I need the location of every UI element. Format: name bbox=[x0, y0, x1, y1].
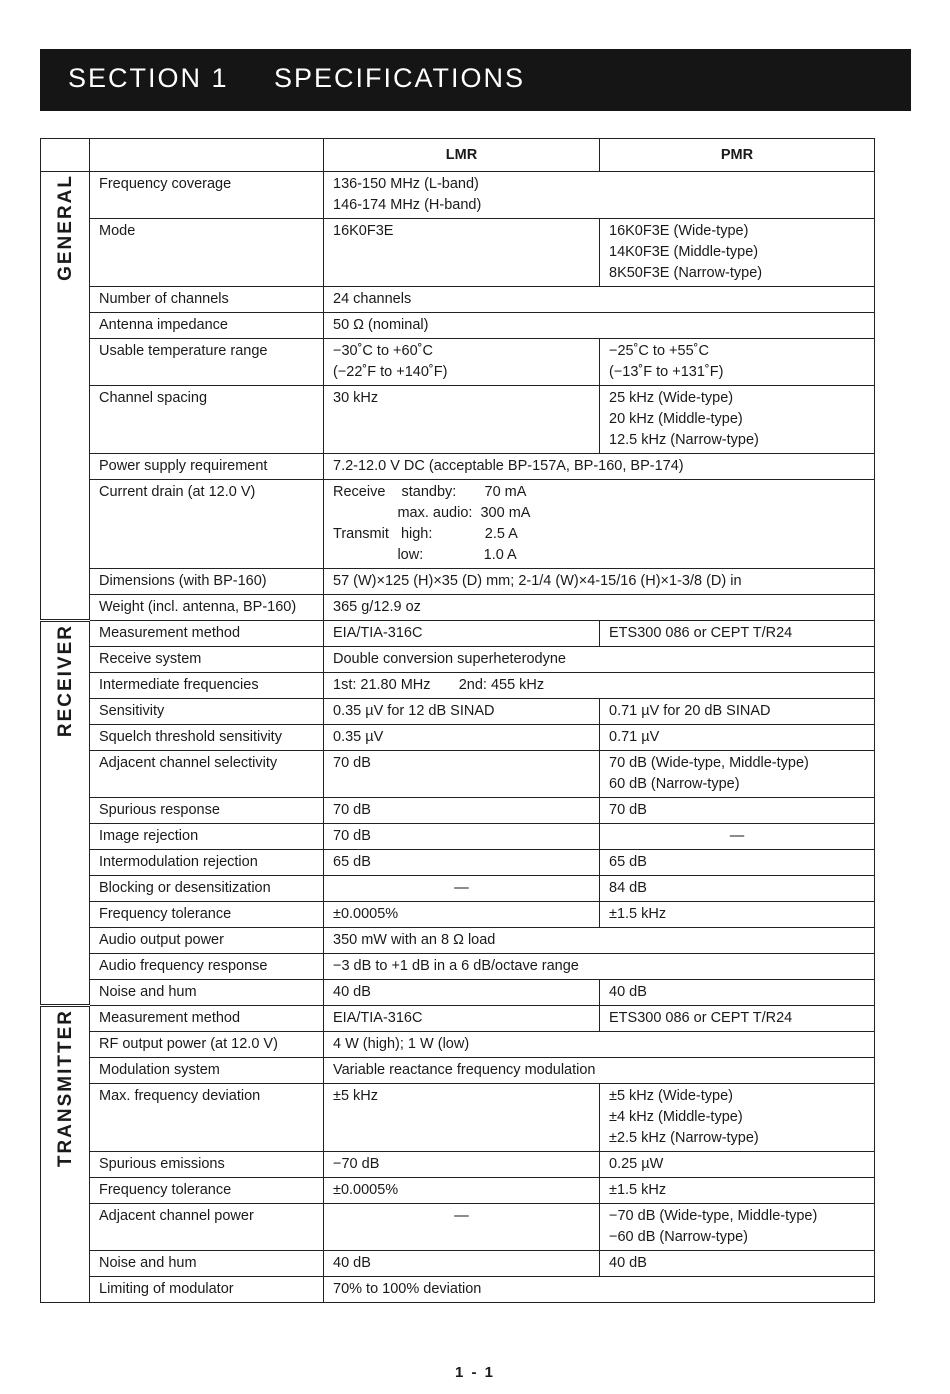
spec-name: Frequency coverage bbox=[90, 172, 324, 219]
spec-name: Spurious response bbox=[90, 798, 324, 824]
page-number: 1 - 1 bbox=[454, 1364, 495, 1381]
spec-name: Measurement method bbox=[90, 1006, 324, 1032]
spec-row bbox=[41, 1152, 875, 1178]
spec-value-pmr: 25 kHz (Wide-type) 20 kHz (Middle-type) 12.5 kHz (Narrow-type) bbox=[600, 386, 875, 454]
spec-value-pmr: — bbox=[600, 824, 875, 850]
spec-name: RF output power (at 12.0 V) bbox=[90, 1032, 324, 1058]
spec-value-pmr: 84 dB bbox=[600, 876, 875, 902]
spec-value-both: −3 dB to +1 dB in a 6 dB/octave range bbox=[324, 954, 875, 980]
spec-name: Mode bbox=[90, 219, 324, 287]
spec-row bbox=[41, 980, 875, 1006]
spec-value-lmr: EIA/TIA-316C bbox=[324, 621, 600, 647]
spec-row bbox=[41, 954, 875, 980]
spec-name: Blocking or desensitization bbox=[90, 876, 324, 902]
table-body bbox=[41, 172, 875, 1303]
spec-value-lmr: 70 dB bbox=[324, 798, 600, 824]
spec-row bbox=[41, 850, 875, 876]
section-label-text: GENERAL bbox=[54, 174, 76, 281]
spec-value-both: 7.2-12.0 V DC (acceptable BP-157A, BP-160, BP-174) bbox=[324, 454, 875, 480]
spec-value-lmr: 70 dB bbox=[324, 751, 600, 798]
spec-row bbox=[41, 1204, 875, 1251]
spec-value-both: 365 g/12.9 oz bbox=[324, 595, 875, 621]
spec-value-lmr: ±0.0005% bbox=[324, 902, 600, 928]
spec-row bbox=[41, 1084, 875, 1152]
spec-row bbox=[41, 480, 875, 569]
spec-name: Limiting of modulator bbox=[90, 1277, 324, 1303]
section-header-banner bbox=[40, 49, 911, 111]
spec-value-both: Receive standby: 70 mA max. audio: 300 mA Transmit high: 2.5 A low: 1.0 A bbox=[324, 480, 875, 569]
spec-value-pmr: −25˚C to +55˚C (−13˚F to +131˚F) bbox=[600, 339, 875, 386]
spec-name: Noise and hum bbox=[90, 980, 324, 1006]
spec-name: Image rejection bbox=[90, 824, 324, 850]
spec-name: Dimensions (with BP-160) bbox=[90, 569, 324, 595]
spec-value-pmr: ±1.5 kHz bbox=[600, 902, 875, 928]
spec-value-both: 4 W (high); 1 W (low) bbox=[324, 1032, 875, 1058]
spec-name: Spurious emissions bbox=[90, 1152, 324, 1178]
spec-name: Sensitivity bbox=[90, 699, 324, 725]
spec-value-lmr: 16K0F3E bbox=[324, 219, 600, 287]
spec-row bbox=[41, 219, 875, 287]
section-title: SPECIFICATIONS bbox=[274, 63, 526, 93]
spec-name: Weight (incl. antenna, BP-160) bbox=[90, 595, 324, 621]
spec-row bbox=[41, 725, 875, 751]
spec-name: Receive system bbox=[90, 647, 324, 673]
spec-row bbox=[41, 1058, 875, 1084]
spec-row bbox=[41, 902, 875, 928]
spec-value-pmr: −70 dB (Wide-type, Middle-type) −60 dB (Narrow-type) bbox=[600, 1204, 875, 1251]
spec-value-pmr: 40 dB bbox=[600, 980, 875, 1006]
spec-row bbox=[41, 386, 875, 454]
spec-row bbox=[41, 699, 875, 725]
spec-row bbox=[41, 172, 875, 219]
spec-name: Power supply requirement bbox=[90, 454, 324, 480]
column-header-lmr: LMR bbox=[324, 139, 600, 172]
spec-value-both: Double conversion superheterodyne bbox=[324, 647, 875, 673]
spec-value-both: 24 channels bbox=[324, 287, 875, 313]
spec-name: Intermodulation rejection bbox=[90, 850, 324, 876]
section-label-text: TRANSMITTER bbox=[54, 1009, 76, 1168]
spec-value-pmr: 40 dB bbox=[600, 1251, 875, 1277]
spec-name: Audio frequency response bbox=[90, 954, 324, 980]
spec-name: Channel spacing bbox=[90, 386, 324, 454]
spec-row bbox=[41, 1251, 875, 1277]
spec-value-pmr: 16K0F3E (Wide-type) 14K0F3E (Middle-type) 8K50F3E (Narrow-type) bbox=[600, 219, 875, 287]
spec-value-pmr: 0.71 µV bbox=[600, 725, 875, 751]
spec-row bbox=[41, 1277, 875, 1303]
spec-value-both: 136-150 MHz (L-band) 146-174 MHz (H-band) bbox=[324, 172, 875, 219]
header-blank-section bbox=[41, 139, 90, 172]
section-label-text: RECEIVER bbox=[54, 624, 76, 738]
table-header-row bbox=[41, 139, 875, 172]
specifications-table bbox=[40, 138, 875, 1303]
spec-row bbox=[41, 751, 875, 798]
spec-value-both: 1st: 21.80 MHz 2nd: 455 kHz bbox=[324, 673, 875, 699]
spec-value-lmr: 40 dB bbox=[324, 980, 600, 1006]
spec-name: Frequency tolerance bbox=[90, 902, 324, 928]
spec-value-lmr: 0.35 µV for 12 dB SINAD bbox=[324, 699, 600, 725]
spec-row bbox=[41, 647, 875, 673]
spec-row bbox=[41, 824, 875, 850]
spec-row bbox=[41, 798, 875, 824]
section-label-receiver bbox=[41, 621, 90, 1006]
spec-value-both: 70% to 100% deviation bbox=[324, 1277, 875, 1303]
spec-name: Antenna impedance bbox=[90, 313, 324, 339]
spec-row bbox=[41, 454, 875, 480]
spec-value-lmr: EIA/TIA-316C bbox=[324, 1006, 600, 1032]
column-header-pmr: PMR bbox=[600, 139, 875, 172]
spec-value-both: 50 Ω (nominal) bbox=[324, 313, 875, 339]
spec-value-lmr: 0.35 µV bbox=[324, 725, 600, 751]
spec-row bbox=[41, 621, 875, 647]
spec-value-pmr: ±1.5 kHz bbox=[600, 1178, 875, 1204]
section-label-general bbox=[41, 172, 90, 621]
spec-row bbox=[41, 1178, 875, 1204]
spec-row bbox=[41, 287, 875, 313]
spec-name: Noise and hum bbox=[90, 1251, 324, 1277]
spec-value-lmr: — bbox=[324, 876, 600, 902]
spec-value-both: 57 (W)×125 (H)×35 (D) mm; 2-1/4 (W)×4-15/16 (H)×1-3/8 (D) in bbox=[324, 569, 875, 595]
spec-value-pmr: 70 dB (Wide-type, Middle-type) 60 dB (Narrow-type) bbox=[600, 751, 875, 798]
spec-name: Usable temperature range bbox=[90, 339, 324, 386]
spec-value-pmr: 0.71 µV for 20 dB SINAD bbox=[600, 699, 875, 725]
spec-value-lmr: 30 kHz bbox=[324, 386, 600, 454]
spec-value-pmr: ETS300 086 or CEPT T/R24 bbox=[600, 1006, 875, 1032]
spec-value-lmr: −30˚C to +60˚C (−22˚F to +140˚F) bbox=[324, 339, 600, 386]
spec-value-pmr: ±5 kHz (Wide-type) ±4 kHz (Middle-type) ±2.5 kHz (Narrow-type) bbox=[600, 1084, 875, 1152]
spec-value-pmr: 65 dB bbox=[600, 850, 875, 876]
spec-row bbox=[41, 313, 875, 339]
spec-name: Adjacent channel selectivity bbox=[90, 751, 324, 798]
spec-name: Max. frequency deviation bbox=[90, 1084, 324, 1152]
spec-value-lmr: 70 dB bbox=[324, 824, 600, 850]
spec-name: Measurement method bbox=[90, 621, 324, 647]
spec-value-lmr: −70 dB bbox=[324, 1152, 600, 1178]
spec-name: Current drain (at 12.0 V) bbox=[90, 480, 324, 569]
spec-row bbox=[41, 673, 875, 699]
header-blank-item bbox=[90, 139, 324, 172]
spec-name: Modulation system bbox=[90, 1058, 324, 1084]
spec-name: Squelch threshold sensitivity bbox=[90, 725, 324, 751]
section-number: SECTION 1 bbox=[68, 63, 229, 93]
spec-row bbox=[41, 569, 875, 595]
spec-value-pmr: 0.25 µW bbox=[600, 1152, 875, 1178]
spec-value-lmr: ±5 kHz bbox=[324, 1084, 600, 1152]
spec-name: Frequency tolerance bbox=[90, 1178, 324, 1204]
spec-value-lmr: 40 dB bbox=[324, 1251, 600, 1277]
spec-value-pmr: 70 dB bbox=[600, 798, 875, 824]
spec-value-both: Variable reactance frequency modulation bbox=[324, 1058, 875, 1084]
spec-value-pmr: ETS300 086 or CEPT T/R24 bbox=[600, 621, 875, 647]
spec-name: Audio output power bbox=[90, 928, 324, 954]
section-label-transmitter bbox=[41, 1006, 90, 1303]
spec-row bbox=[41, 1006, 875, 1032]
spec-name: Adjacent channel power bbox=[90, 1204, 324, 1251]
spec-row bbox=[41, 1032, 875, 1058]
spec-name: Number of channels bbox=[90, 287, 324, 313]
spec-value-lmr: — bbox=[324, 1204, 600, 1251]
spec-name: Intermediate frequencies bbox=[90, 673, 324, 699]
spec-value-lmr: 65 dB bbox=[324, 850, 600, 876]
spec-row bbox=[41, 928, 875, 954]
spec-value-both: 350 mW with an 8 Ω load bbox=[324, 928, 875, 954]
spec-row bbox=[41, 876, 875, 902]
spec-value-lmr: ±0.0005% bbox=[324, 1178, 600, 1204]
spec-row bbox=[41, 339, 875, 386]
spec-row bbox=[41, 595, 875, 621]
